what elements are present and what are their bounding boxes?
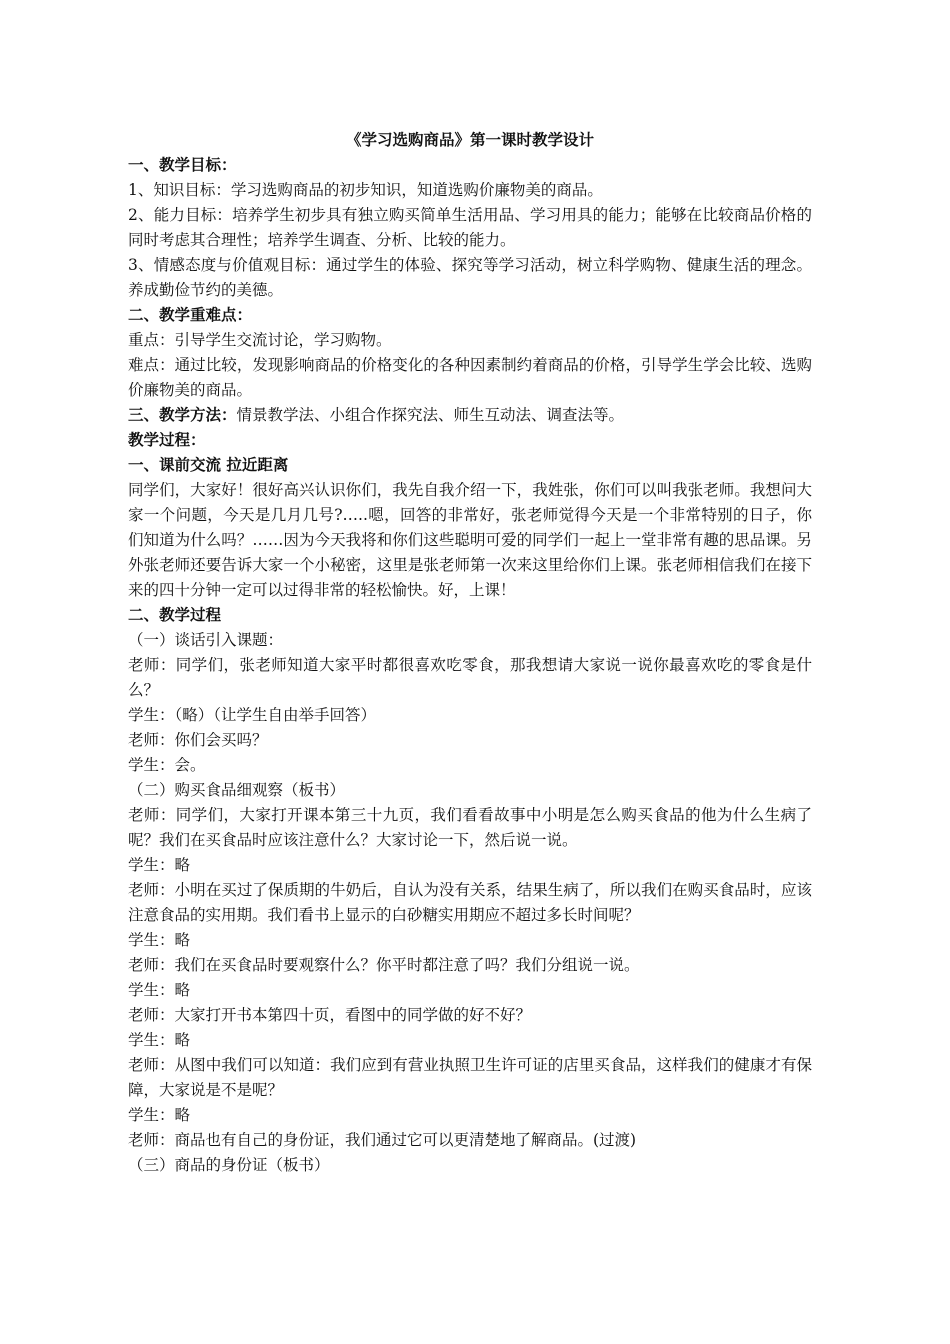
dialog-line: 学生：略 [128, 981, 191, 999]
dialog-line: 学生：会。 [128, 756, 206, 774]
document-title: 《学习选购商品》第一课时教学设计 [345, 131, 594, 149]
dialog-line: 学生：略 [128, 1106, 191, 1124]
key-point: 重点：引导学生交流讨论，学习购物。 [128, 331, 392, 349]
objective-knowledge: 1、知识目标：学习选购商品的初步知识，知道选购价廉物美的商品。 [128, 181, 603, 199]
objective-attitude: 3、情感态度与价值观目标：通过学生的体验、探究等学习活动，树立科学购物、健康生活的理念。养成勤俭节约的美德。 [128, 256, 812, 299]
part2-heading: 二、教学过程 [128, 606, 222, 624]
dialog-line: 老师：商品也有自己的身份证，我们通过它可以更清楚地了解商品。(过渡) [128, 1131, 637, 1149]
part1-heading: 一、课前交流 拉近距离 [128, 456, 289, 474]
section-heading-methods [128, 403, 812, 428]
dialog-line: 学生：略 [128, 931, 191, 949]
methods-label: 三、教学方法： [128, 406, 237, 424]
dialog-line: 老师：从图中我们可以知道：我们应到有营业执照卫生许可证的店里买食品，这样我们的健康才有保障，大家说是不是呢？ [128, 1056, 812, 1099]
section-heading-key-points: 二、教学重难点： [128, 306, 253, 324]
dialog-line: 老师：同学们，张老师知道大家平时都很喜欢吃零食，那我想请大家说一说你最喜欢吃的零食是什么？ [128, 656, 812, 699]
dialog-line: （二）购买食品细观察（板书） [128, 781, 346, 799]
document-page [128, 128, 812, 1178]
dialog-line: （一）谈话引入课题： [128, 631, 284, 649]
dialog-line: 老师：大家打开书本第四十页，看图中的同学做的好不好？ [128, 1006, 532, 1024]
objective-ability: 2、能力目标：培养学生初步具有独立购买简单生活用品、学习用具的能力；能够在比较商品价格的同时考虑其合理性；培养学生调查、分析、比较的能力。 [128, 206, 812, 249]
dialog-line: 老师：你们会买吗？ [128, 731, 268, 749]
process-heading: 教学过程： [128, 431, 206, 449]
section-heading-objectives: 一、教学目标： [128, 156, 237, 174]
dialog-line: 学生：（略）（让学生自由举手回答） [128, 706, 377, 724]
dialog-line: 学生：略 [128, 856, 191, 874]
difficult-point: 难点：通过比较，发现影响商品的价格变化的各种因素制约着商品的价格，引导学生学会比较、选购价廉物美的商品。 [128, 356, 812, 399]
part1-paragraph: 同学们，大家好！很好高兴认识你们，我先自我介绍一下，我姓张，你们可以叫我张老师。我想问大家一个问题，今天是几月几号?…..嗯，回答的非常好，张老师觉得今天是一个非常特别的日子，你们知道为什么吗？……因为今天我将和你们这些聪明可爱的同学们一起上一堂非常有趣的思品课。另外张老师还要告诉大家一个小秘密，这里是张老师第一次来这里给你们上课。张老师相信我们在接下来的四十分钟一定可以过得非常的轻松愉快。好，上课！ [128, 481, 812, 599]
dialog-line: 老师：小明在买过了保质期的牛奶后，自认为没有关系，结果生病了，所以我们在购买食品时，应该注意食品的实用期。我们看书上显示的白砂糖实用期应不超过多长时间呢？ [128, 881, 812, 924]
dialog-line: （三）商品的身份证（板书） [128, 1156, 330, 1174]
methods-text: 情景教学法、小组合作探究法、师生互动法、调查法等。 [236, 406, 625, 424]
dialog-line: 老师：我们在买食品时要观察什么？你平时都注意了吗？我们分组说一说。 [128, 956, 640, 974]
dialog-line: 老师：同学们，大家打开课本第三十九页，我们看看故事中小明是怎么购买食品的他为什么生病了呢？我们在买食品时应该注意什么？大家讨论一下，然后说一说。 [128, 806, 812, 849]
dialog-line: 学生：略 [128, 1031, 191, 1049]
